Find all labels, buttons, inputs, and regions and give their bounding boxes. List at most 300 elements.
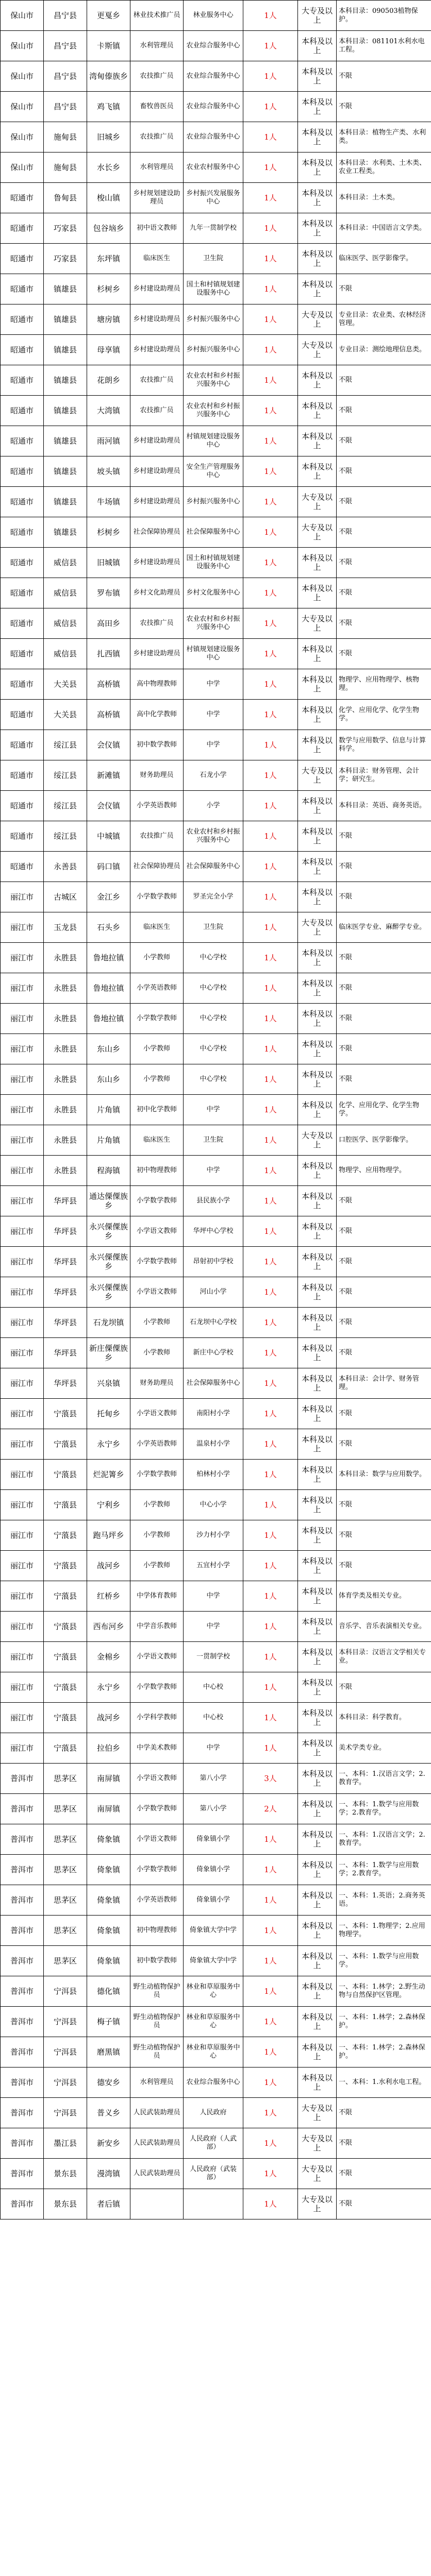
position-cell: 乡村建设助理员 (130, 426, 184, 456)
town-cell: 倚象镇 (87, 1916, 130, 1946)
county-cell: 昌宁县 (44, 92, 87, 122)
education-cell: 本科及以上 (298, 1338, 337, 1368)
county-cell: 宁蒗县 (44, 1703, 87, 1733)
major-cell: 不限 (337, 1338, 431, 1368)
quota-cell: 1人 (243, 669, 298, 700)
position-cell: 临床医生 (130, 1125, 184, 1156)
major-cell: 不限 (337, 365, 431, 396)
table-row (1, 1399, 431, 1429)
city-cell: 普洱市 (1, 1764, 44, 1794)
quota-cell: 1人 (243, 700, 298, 730)
table-row (1, 2128, 431, 2159)
unit-cell: 南阳村小学 (184, 1399, 243, 1429)
quota-cell: 1人 (243, 1976, 298, 2007)
quota-cell: 1人 (243, 1642, 298, 1672)
town-cell: 母享镇 (87, 335, 130, 365)
position-cell: 小学英语教师 (130, 1885, 184, 1916)
county-cell: 永胜县 (44, 1064, 87, 1095)
county-cell: 大关县 (44, 669, 87, 700)
unit-cell: 倚象镇小学 (184, 1824, 243, 1855)
city-cell: 保山市 (1, 92, 44, 122)
city-cell: 昭通市 (1, 274, 44, 304)
table-row (1, 2159, 431, 2189)
quota-cell: 1人 (243, 487, 298, 517)
county-cell: 镇雄县 (44, 396, 87, 426)
education-cell: 本科及以上 (298, 1186, 337, 1216)
table-row (1, 1733, 431, 1764)
education-cell: 本科及以上 (298, 365, 337, 396)
major-cell: 本科目录：数学与应用数学。 (337, 1460, 431, 1490)
education-cell: 大专及以上 (298, 912, 337, 943)
city-cell: 昭通市 (1, 426, 44, 456)
position-cell: 小学数学教师 (130, 1186, 184, 1216)
education-cell: 本科及以上 (298, 1520, 337, 1551)
position-cell: 中学美术教师 (130, 1733, 184, 1764)
education-cell: 本科及以上 (298, 2067, 337, 2098)
city-cell: 昭通市 (1, 396, 44, 426)
county-cell: 宁洱县 (44, 1976, 87, 2007)
quota-cell: 1人 (243, 912, 298, 943)
education-cell: 大专及以上 (298, 1, 337, 31)
unit-cell: 中学 (184, 730, 243, 760)
table-row (1, 1308, 431, 1338)
major-cell: 本科目录：土木类。 (337, 183, 431, 213)
position-cell: 农技推广员 (130, 396, 184, 426)
city-cell: 普洱市 (1, 2037, 44, 2067)
position-cell: 小学教师 (130, 1551, 184, 1581)
table-row (1, 426, 431, 456)
major-cell: 不限 (337, 274, 431, 304)
quota-cell: 1人 (243, 821, 298, 852)
city-cell: 昭通市 (1, 365, 44, 396)
unit-cell: 安全生产管理服务中心 (184, 456, 243, 487)
town-cell: 中城镇 (87, 821, 130, 852)
county-cell: 镇雄县 (44, 517, 87, 548)
city-cell: 丽江市 (1, 1520, 44, 1551)
city-cell: 普洱市 (1, 1855, 44, 1885)
quota-cell: 1人 (243, 1125, 298, 1156)
table-row (1, 973, 431, 1004)
unit-cell: 中心校 (184, 1672, 243, 1703)
county-cell: 华坪县 (44, 1308, 87, 1338)
town-cell: 鸡飞镇 (87, 92, 130, 122)
town-cell: 旧城镇 (87, 548, 130, 578)
education-cell: 本科及以上 (298, 122, 337, 152)
table-row (1, 1946, 431, 1976)
table-row (1, 1885, 431, 1916)
unit-cell: 国土和村镇规划建设服务中心 (184, 548, 243, 578)
education-cell: 本科及以上 (298, 943, 337, 973)
county-cell: 古城区 (44, 882, 87, 912)
table-row (1, 1034, 431, 1064)
unit-cell (184, 2189, 243, 2219)
major-cell: 本科目录：水利类、土木类、农业工程类。 (337, 152, 431, 183)
quota-cell: 1人 (243, 183, 298, 213)
table-row (1, 517, 431, 548)
position-cell: 小学英语教师 (130, 791, 184, 821)
quota-cell: 1人 (243, 2159, 298, 2189)
position-cell (130, 2189, 184, 2219)
quota-cell: 1人 (243, 152, 298, 183)
education-cell: 大专及以上 (298, 487, 337, 517)
education-cell: 本科及以上 (298, 396, 337, 426)
table-row (1, 1338, 431, 1368)
major-cell: 不限 (337, 882, 431, 912)
position-cell: 农技推广员 (130, 608, 184, 639)
education-cell: 本科及以上 (298, 1277, 337, 1308)
major-cell: 不限 (337, 517, 431, 548)
quota-cell: 1人 (243, 2098, 298, 2128)
quota-cell: 2人 (243, 1794, 298, 1824)
position-cell: 小学教师 (130, 1490, 184, 1520)
table-row (1, 244, 431, 274)
position-cell: 小学教师 (130, 1064, 184, 1095)
city-cell: 丽江市 (1, 1095, 44, 1125)
position-cell: 财务助理员 (130, 1368, 184, 1399)
quota-cell: 1人 (243, 1277, 298, 1308)
city-cell: 昭通市 (1, 852, 44, 882)
position-cell: 小学数学教师 (130, 1855, 184, 1885)
table-row (1, 365, 431, 396)
position-cell: 初中物理教师 (130, 1156, 184, 1186)
quota-cell: 1人 (243, 396, 298, 426)
table-row (1, 1824, 431, 1855)
table-row (1, 1460, 431, 1490)
county-cell: 宁洱县 (44, 2067, 87, 2098)
city-cell: 保山市 (1, 61, 44, 92)
unit-cell: 卫生院 (184, 244, 243, 274)
county-cell: 华坪县 (44, 1216, 87, 1247)
position-cell: 小学数学教师 (130, 1460, 184, 1490)
major-cell: 不限 (337, 1186, 431, 1216)
unit-cell: 倚象镇小学 (184, 1855, 243, 1885)
unit-cell: 沙力村小学 (184, 1520, 243, 1551)
major-cell: 美术学类专业。 (337, 1733, 431, 1764)
county-cell: 宁蒗县 (44, 1399, 87, 1429)
position-cell: 小学语文教师 (130, 1216, 184, 1247)
major-cell: 一、本科：1.英语；2.商务英语。 (337, 1885, 431, 1916)
town-cell: 卡斯镇 (87, 31, 130, 61)
unit-cell: 人民政府（人武部） (184, 2128, 243, 2159)
unit-cell: 一贯制学校 (184, 1642, 243, 1672)
county-cell: 思茅区 (44, 1794, 87, 1824)
education-cell: 本科及以上 (298, 1490, 337, 1520)
position-cell: 小学科学教师 (130, 1703, 184, 1733)
position-cell: 初中化学教师 (130, 1095, 184, 1125)
city-cell: 丽江市 (1, 1247, 44, 1277)
city-cell: 丽江市 (1, 1399, 44, 1429)
town-cell: 永兴傈僳族乡 (87, 1216, 130, 1247)
quota-cell: 1人 (243, 1916, 298, 1946)
town-cell: 宁利乡 (87, 1490, 130, 1520)
quota-cell: 1人 (243, 548, 298, 578)
quota-cell: 1人 (243, 1368, 298, 1399)
position-cell: 乡村建设助理员 (130, 335, 184, 365)
quota-cell: 1人 (243, 1247, 298, 1277)
position-cell: 农技推广员 (130, 122, 184, 152)
education-cell: 本科及以上 (298, 821, 337, 852)
education-cell: 本科及以上 (298, 31, 337, 61)
town-cell: 石龙坝镇 (87, 1308, 130, 1338)
city-cell: 昭通市 (1, 304, 44, 335)
unit-cell: 倚象镇大学中学 (184, 1916, 243, 1946)
county-cell: 施甸县 (44, 152, 87, 183)
education-cell: 本科及以上 (298, 152, 337, 183)
town-cell: 牛场镇 (87, 487, 130, 517)
table-row (1, 1916, 431, 1946)
major-cell: 物理学、应用物理学。 (337, 1156, 431, 1186)
quota-cell: 1人 (243, 1551, 298, 1581)
city-cell: 丽江市 (1, 1277, 44, 1308)
education-cell: 本科及以上 (298, 1916, 337, 1946)
education-cell: 大专及以上 (298, 1125, 337, 1156)
city-cell: 丽江市 (1, 1064, 44, 1095)
education-cell: 大专及以上 (298, 760, 337, 791)
city-cell: 丽江市 (1, 1612, 44, 1642)
education-cell: 大专及以上 (298, 335, 337, 365)
unit-cell: 农业农村服务中心 (184, 152, 243, 183)
town-cell: 磨黑镇 (87, 2037, 130, 2067)
major-cell: 不限 (337, 2189, 431, 2219)
quota-cell: 1人 (243, 1338, 298, 1368)
table-row (1, 821, 431, 852)
unit-cell: 乡村振兴服务中心 (184, 335, 243, 365)
education-cell: 大专及以上 (298, 2159, 337, 2189)
unit-cell: 社会保障服务中心 (184, 1368, 243, 1399)
position-cell: 小学语文教师 (130, 1764, 184, 1794)
position-cell: 农技推广员 (130, 61, 184, 92)
town-cell: 永宁乡 (87, 1672, 130, 1703)
town-cell: 包谷垴乡 (87, 213, 130, 244)
town-cell: 永兴傈僳族乡 (87, 1247, 130, 1277)
major-cell: 不限 (337, 2159, 431, 2189)
quota-cell: 1人 (243, 2128, 298, 2159)
county-cell: 镇雄县 (44, 335, 87, 365)
table-row (1, 1520, 431, 1551)
education-cell: 本科及以上 (298, 183, 337, 213)
major-cell: 不限 (337, 578, 431, 608)
major-cell: 一、本科：1.林学；2.森林保护。 (337, 2007, 431, 2037)
town-cell: 水长乡 (87, 152, 130, 183)
table-row (1, 1247, 431, 1277)
position-cell: 乡村建设助理员 (130, 456, 184, 487)
education-cell: 本科及以上 (298, 669, 337, 700)
major-cell: 不限 (337, 1429, 431, 1460)
county-cell: 巧家县 (44, 244, 87, 274)
quota-cell: 1人 (243, 1672, 298, 1703)
unit-cell: 中心学校 (184, 1004, 243, 1034)
position-cell: 水利管理员 (130, 152, 184, 183)
unit-cell: 农业综合服务中心 (184, 2067, 243, 2098)
quota-cell: 3人 (243, 1764, 298, 1794)
city-cell: 普洱市 (1, 1885, 44, 1916)
unit-cell: 倚象镇大学中学 (184, 1946, 243, 1976)
county-cell: 永善县 (44, 852, 87, 882)
education-cell: 本科及以上 (298, 1794, 337, 1824)
position-cell: 小学语文教师 (130, 1277, 184, 1308)
town-cell: 德安乡 (87, 2067, 130, 2098)
table-row (1, 1672, 431, 1703)
table-row (1, 213, 431, 244)
city-cell: 丽江市 (1, 1125, 44, 1156)
county-cell: 华坪县 (44, 1247, 87, 1277)
town-cell: 杉树乡 (87, 517, 130, 548)
town-cell: 更戛乡 (87, 1, 130, 31)
table-row (1, 304, 431, 335)
county-cell: 永胜县 (44, 1156, 87, 1186)
major-cell: 不限 (337, 456, 431, 487)
city-cell: 丽江市 (1, 1368, 44, 1399)
quota-cell: 1人 (243, 2037, 298, 2067)
table-row (1, 1429, 431, 1460)
county-cell: 镇雄县 (44, 274, 87, 304)
table-row (1, 639, 431, 669)
quota-cell: 1人 (243, 456, 298, 487)
unit-cell: 林业和草原服务中心 (184, 2037, 243, 2067)
table-row (1, 700, 431, 730)
city-cell: 普洱市 (1, 2128, 44, 2159)
county-cell: 镇雄县 (44, 487, 87, 517)
quota-cell: 1人 (243, 882, 298, 912)
town-cell: 托甸乡 (87, 1399, 130, 1429)
town-cell: 旧城乡 (87, 122, 130, 152)
town-cell: 倚象镇 (87, 1946, 130, 1976)
unit-cell: 中心学校 (184, 973, 243, 1004)
major-cell: 临床医学、医学影像学。 (337, 244, 431, 274)
position-cell: 小学数学教师 (130, 1247, 184, 1277)
quota-cell: 1人 (243, 1216, 298, 1247)
position-cell: 野生动植物保护员 (130, 2007, 184, 2037)
table-row (1, 882, 431, 912)
county-cell: 巧家县 (44, 213, 87, 244)
town-cell: 梭山镇 (87, 183, 130, 213)
town-cell: 红桥乡 (87, 1581, 130, 1612)
unit-cell: 农业农村和乡村振兴服务中心 (184, 365, 243, 396)
table-row (1, 335, 431, 365)
unit-cell: 中心学校 (184, 943, 243, 973)
unit-cell: 农业综合服务中心 (184, 31, 243, 61)
education-cell: 本科及以上 (298, 1156, 337, 1186)
position-cell: 野生动植物保护员 (130, 2037, 184, 2067)
city-cell: 普洱市 (1, 2098, 44, 2128)
town-cell: 东坪镇 (87, 244, 130, 274)
table-row (1, 1125, 431, 1156)
city-cell: 丽江市 (1, 1308, 44, 1338)
county-cell: 威信县 (44, 548, 87, 578)
education-cell: 本科及以上 (298, 1855, 337, 1885)
table-row (1, 2037, 431, 2067)
county-cell: 永胜县 (44, 1095, 87, 1125)
major-cell: 音乐学、音乐表演相关专业。 (337, 1612, 431, 1642)
unit-cell: 县民族小学 (184, 1186, 243, 1216)
major-cell: 不限 (337, 92, 431, 122)
table-row (1, 1064, 431, 1095)
table-row (1, 1581, 431, 1612)
position-cell: 小学教师 (130, 1308, 184, 1338)
unit-cell: 华坪中心学校 (184, 1216, 243, 1247)
town-cell: 梅子镇 (87, 2007, 130, 2037)
unit-cell: 中心学校 (184, 1064, 243, 1095)
major-cell: 口腔医学、医学影像学。 (337, 1125, 431, 1156)
table-body (1, 1, 431, 2219)
position-cell: 临床医生 (130, 244, 184, 274)
major-cell: 不限 (337, 1520, 431, 1551)
town-cell: 通达傈僳族乡 (87, 1186, 130, 1216)
city-cell: 丽江市 (1, 1551, 44, 1581)
town-cell: 西布河乡 (87, 1612, 130, 1642)
quota-cell: 1人 (243, 1399, 298, 1429)
major-cell: 一、本科：1.林学；2.野生动物与自然保护区管理。 (337, 1976, 431, 2007)
position-cell: 林业技术推广员 (130, 1, 184, 31)
education-cell: 本科及以上 (298, 1368, 337, 1399)
major-cell: 不限 (337, 1308, 431, 1338)
county-cell: 镇雄县 (44, 456, 87, 487)
unit-cell: 卫生院 (184, 1125, 243, 1156)
major-cell: 不限 (337, 608, 431, 639)
quota-cell: 1人 (243, 304, 298, 335)
table-row (1, 183, 431, 213)
unit-cell: 柏林村小学 (184, 1460, 243, 1490)
county-cell: 宁蒗县 (44, 1551, 87, 1581)
town-cell: 花朗乡 (87, 365, 130, 396)
unit-cell: 社会保障服务中心 (184, 517, 243, 548)
quota-cell: 1人 (243, 760, 298, 791)
major-cell: 临床医学专业、麻醉学专业。 (337, 912, 431, 943)
county-cell: 永胜县 (44, 973, 87, 1004)
major-cell: 本科目录：汉语言文学相关专业。 (337, 1642, 431, 1672)
city-cell: 保山市 (1, 152, 44, 183)
table-row (1, 912, 431, 943)
quota-cell: 1人 (243, 122, 298, 152)
education-cell: 本科及以上 (298, 1764, 337, 1794)
quota-cell: 1人 (243, 730, 298, 760)
city-cell: 丽江市 (1, 1034, 44, 1064)
major-cell: 本科目录：植物生产类、水利类。 (337, 122, 431, 152)
position-cell: 小学教师 (130, 1520, 184, 1551)
city-cell: 保山市 (1, 31, 44, 61)
town-cell: 烂泥箐乡 (87, 1460, 130, 1490)
table-row (1, 1703, 431, 1733)
table-row (1, 1186, 431, 1216)
town-cell: 新庄傈僳族乡 (87, 1338, 130, 1368)
education-cell: 本科及以上 (298, 244, 337, 274)
quota-cell: 1人 (243, 1156, 298, 1186)
county-cell: 华坪县 (44, 1277, 87, 1308)
unit-cell: 第八小学 (184, 1764, 243, 1794)
major-cell: 本科目录：科学教育。 (337, 1703, 431, 1733)
city-cell: 昭通市 (1, 183, 44, 213)
table-row (1, 791, 431, 821)
city-cell: 昭通市 (1, 760, 44, 791)
quota-cell: 1人 (243, 1460, 298, 1490)
city-cell: 丽江市 (1, 1733, 44, 1764)
unit-cell: 人民政府 (184, 2098, 243, 2128)
unit-cell: 中学 (184, 669, 243, 700)
education-cell: 本科及以上 (298, 1581, 337, 1612)
quota-cell: 1人 (243, 335, 298, 365)
county-cell: 鲁甸县 (44, 183, 87, 213)
position-cell: 人民武装助理员 (130, 2128, 184, 2159)
unit-cell: 新庄中心学校 (184, 1338, 243, 1368)
major-cell: 一、本科：1.数学与应用数学。 (337, 1946, 431, 1976)
town-cell: 拉伯乡 (87, 1733, 130, 1764)
table-row (1, 487, 431, 517)
town-cell: 永宁乡 (87, 1429, 130, 1460)
education-cell: 本科及以上 (298, 1946, 337, 1976)
quota-cell: 1人 (243, 2067, 298, 2098)
unit-cell: 乡村振兴服务中心 (184, 304, 243, 335)
position-cell: 水利管理员 (130, 31, 184, 61)
